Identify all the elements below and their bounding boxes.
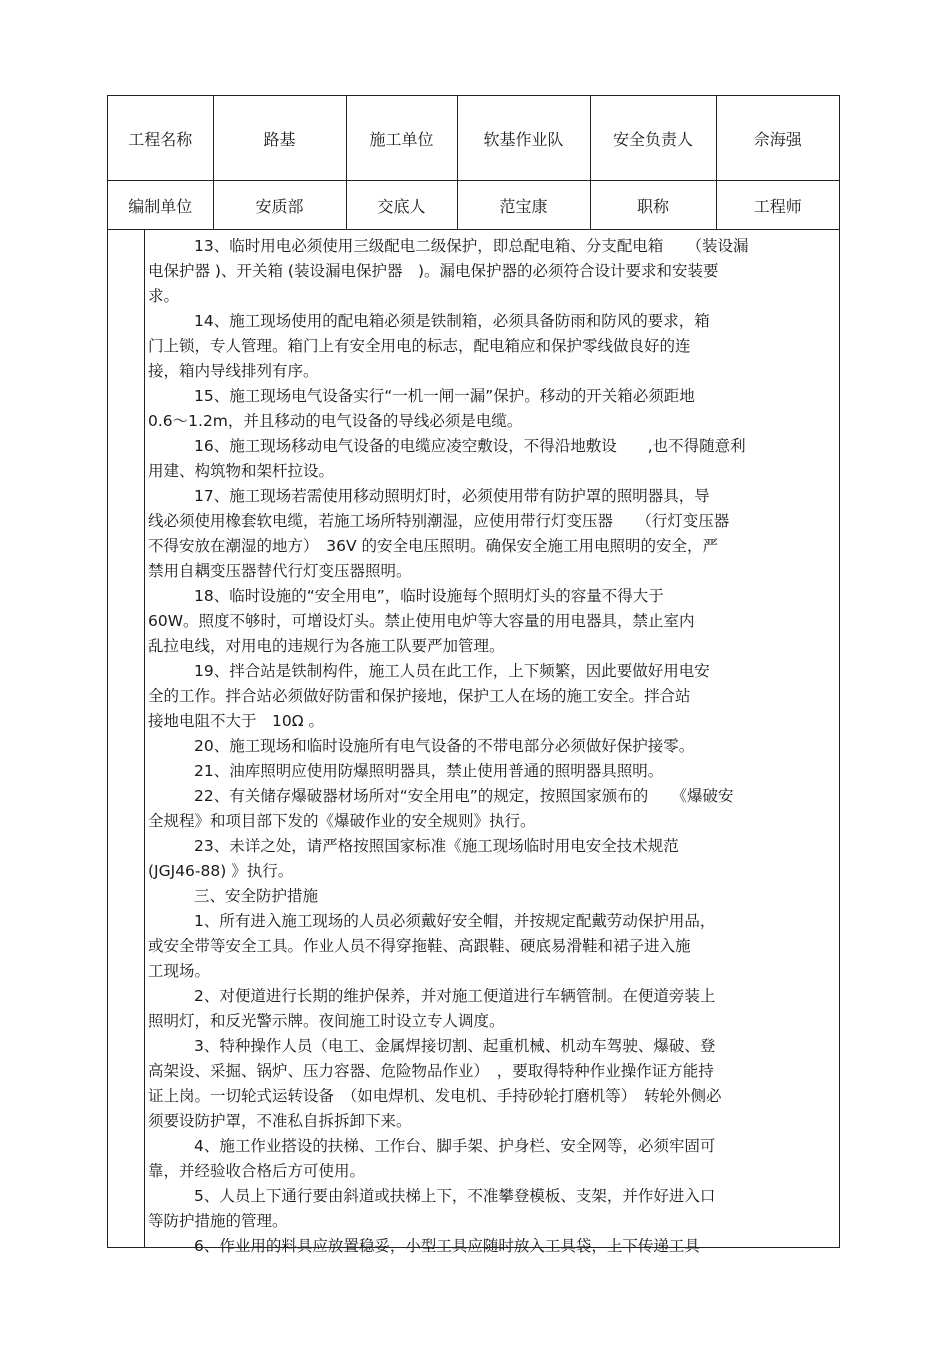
content-line: 21、油库照明应使用防爆照明器具，禁止使用普通的照明器具照明。 — [194, 762, 664, 780]
content-line: 三、安全防护措施 — [194, 887, 319, 905]
content-line: 4、施工作业搭设的扶梯、工作台、脚手架、护身栏、安全网等，必须牢固可 — [194, 1137, 716, 1155]
content-line: 20、施工现场和临时设施所有电气设备的不带电部分必须做好保护接零。 — [194, 737, 695, 755]
content-line: 22、有关储存爆破器材场所对“安全用电”的规定，按照国家颁布的 《爆破安 — [194, 787, 734, 805]
content-line: (JGJ46-88) 》执行。 — [148, 862, 294, 880]
content-line: 16、施工现场移动电气设备的电缆应凌空敷设，不得沿地敷设 ,也不得随意利 — [194, 437, 746, 455]
content-line: 等防护措施的管理。 — [148, 1212, 288, 1230]
header-row-1 — [108, 96, 839, 181]
header-row-2 — [108, 181, 839, 230]
content-line: 0.6～1.2m，并且移动的电气设备的导线必须是电缆。 — [148, 412, 523, 430]
content-line: 19、拌合站是铁制构件，施工人员在此工作，上下频繁，因此要做好用电安 — [194, 662, 710, 680]
value-safety-officer: 佘海强 — [716, 96, 839, 181]
label-construction-unit: 施工单位 — [346, 96, 457, 181]
label-title: 职称 — [590, 181, 716, 230]
content-line: 6、作业用的料具应放置稳妥，小型工具应随时放入工具袋，上下传递工具 — [194, 1237, 700, 1255]
form-sheet — [107, 95, 840, 1255]
label-compiling-unit: 编制单位 — [108, 181, 213, 230]
content-line: 全规程》和项目部下发的《爆破作业的安全规则》执行。 — [148, 812, 536, 830]
content-line: 5、人员上下通行要由斜道或扶梯上下，不准攀登模板、支架，并作好进入口 — [194, 1187, 716, 1205]
content-line: 照明灯，和反光警示牌。夜间施工时设立专人调度。 — [148, 1012, 505, 1030]
content-line: 接，箱内导线排列有序。 — [148, 362, 319, 380]
content-line: 23、未详之处，请严格按照国家标准《施工现场临时用电安全技术规范 — [194, 837, 679, 855]
content-line: 15、施工现场电气设备实行“一机一闸一漏”保护。移动的开关箱必须距地 — [194, 387, 695, 405]
content-line: 60W。照度不够时，可增设灯头。禁止使用电炉等大容量的用电器具，禁止室内 — [148, 612, 695, 630]
briefing-content — [148, 234, 833, 1259]
content-line: 用建、构筑物和架杆拉设。 — [148, 462, 335, 480]
header-table — [108, 96, 839, 230]
label-safety-officer: 安全负责人 — [590, 96, 716, 181]
content-line: 全的工作。拌合站必须做好防雷和保护接地，保护工人在场的施工安全。拌合站 — [148, 687, 691, 705]
content-line: 18、临时设施的“安全用电”，临时设施每个照明灯头的容量不得大于 — [194, 587, 664, 605]
content-line: 13、临时用电必须使用三级配电二级保护，即总配电箱、分支配电箱 （装设漏 — [194, 237, 749, 255]
content-line: 线必须使用橡套软电缆，若施工场所特别潮湿，应使用带行灯变压器 （行灯变压器 — [148, 512, 730, 530]
content-line: 或安全带等安全工具。作业人员不得穿拖鞋、高跟鞋、硬底易滑鞋和裙子进入施 — [148, 937, 691, 955]
content-line: 1、所有进入施工现场的人员必须戴好安全帽，并按规定配戴劳动保护用品， — [194, 912, 716, 930]
value-compiling-unit: 安质部 — [213, 181, 346, 230]
value-project-name: 路基 — [213, 96, 346, 181]
content-line: 不得安放在潮湿的地方） 36V 的安全电压照明。确保安全施工用电照明的安全，严 — [148, 537, 719, 555]
content-line: 门上锁，专人管理。箱门上有安全用电的标志，配电箱应和保护零线做良好的连 — [148, 337, 691, 355]
value-title: 工程师 — [716, 181, 839, 230]
content-line: 2、对便道进行长期的维护保养，并对施工便道进行车辆管制。在便道旁装上 — [194, 987, 716, 1005]
label-briefer: 交底人 — [346, 181, 457, 230]
content-line: 接地电阻不大于 10Ω 。 — [148, 712, 324, 730]
value-briefer: 范宝康 — [457, 181, 590, 230]
value-construction-unit: 软基作业队 — [457, 96, 590, 181]
content-line: 靠，并经验收合格后方可使用。 — [148, 1162, 366, 1180]
content-line: 电保护器 )、开关箱 (装设漏电保护器 )。漏电保护器的必须符合设计要求和安装要 — [148, 262, 719, 280]
content-line: 求。 — [148, 287, 180, 305]
content-line: 证上岗。一切轮式运转设备 （如电焊机、发电机、手持砂轮打磨机等） 转轮外侧必 — [148, 1087, 722, 1105]
content-line: 禁用自耦变压器替代行灯变压器照明。 — [148, 562, 412, 580]
content-line: 17、施工现场若需使用移动照明灯时，必须使用带有防护罩的照明器具，导 — [194, 487, 710, 505]
content-line: 须要设防护罩，不准私自拆拆卸下来。 — [148, 1112, 412, 1130]
content-line: 3、特种操作人员（电工、金属焊接切割、起重机械、机动车驾驶、爆破、登 — [194, 1037, 716, 1055]
content-line: 高架设、采掘、锅炉、压力容器、危险物品作业） ，要取得特种作业操作证方能持 — [148, 1062, 714, 1080]
content-line: 14、施工现场使用的配电箱必须是铁制箱，必须具备防雨和防风的要求，箱 — [194, 312, 710, 330]
content-line: 乱拉电线，对用电的违规行为各施工队要严加管理。 — [148, 637, 505, 655]
content-line: 工现场。 — [148, 962, 211, 980]
label-project-name: 工程名称 — [108, 96, 213, 181]
left-gutter-line — [144, 230, 145, 1247]
